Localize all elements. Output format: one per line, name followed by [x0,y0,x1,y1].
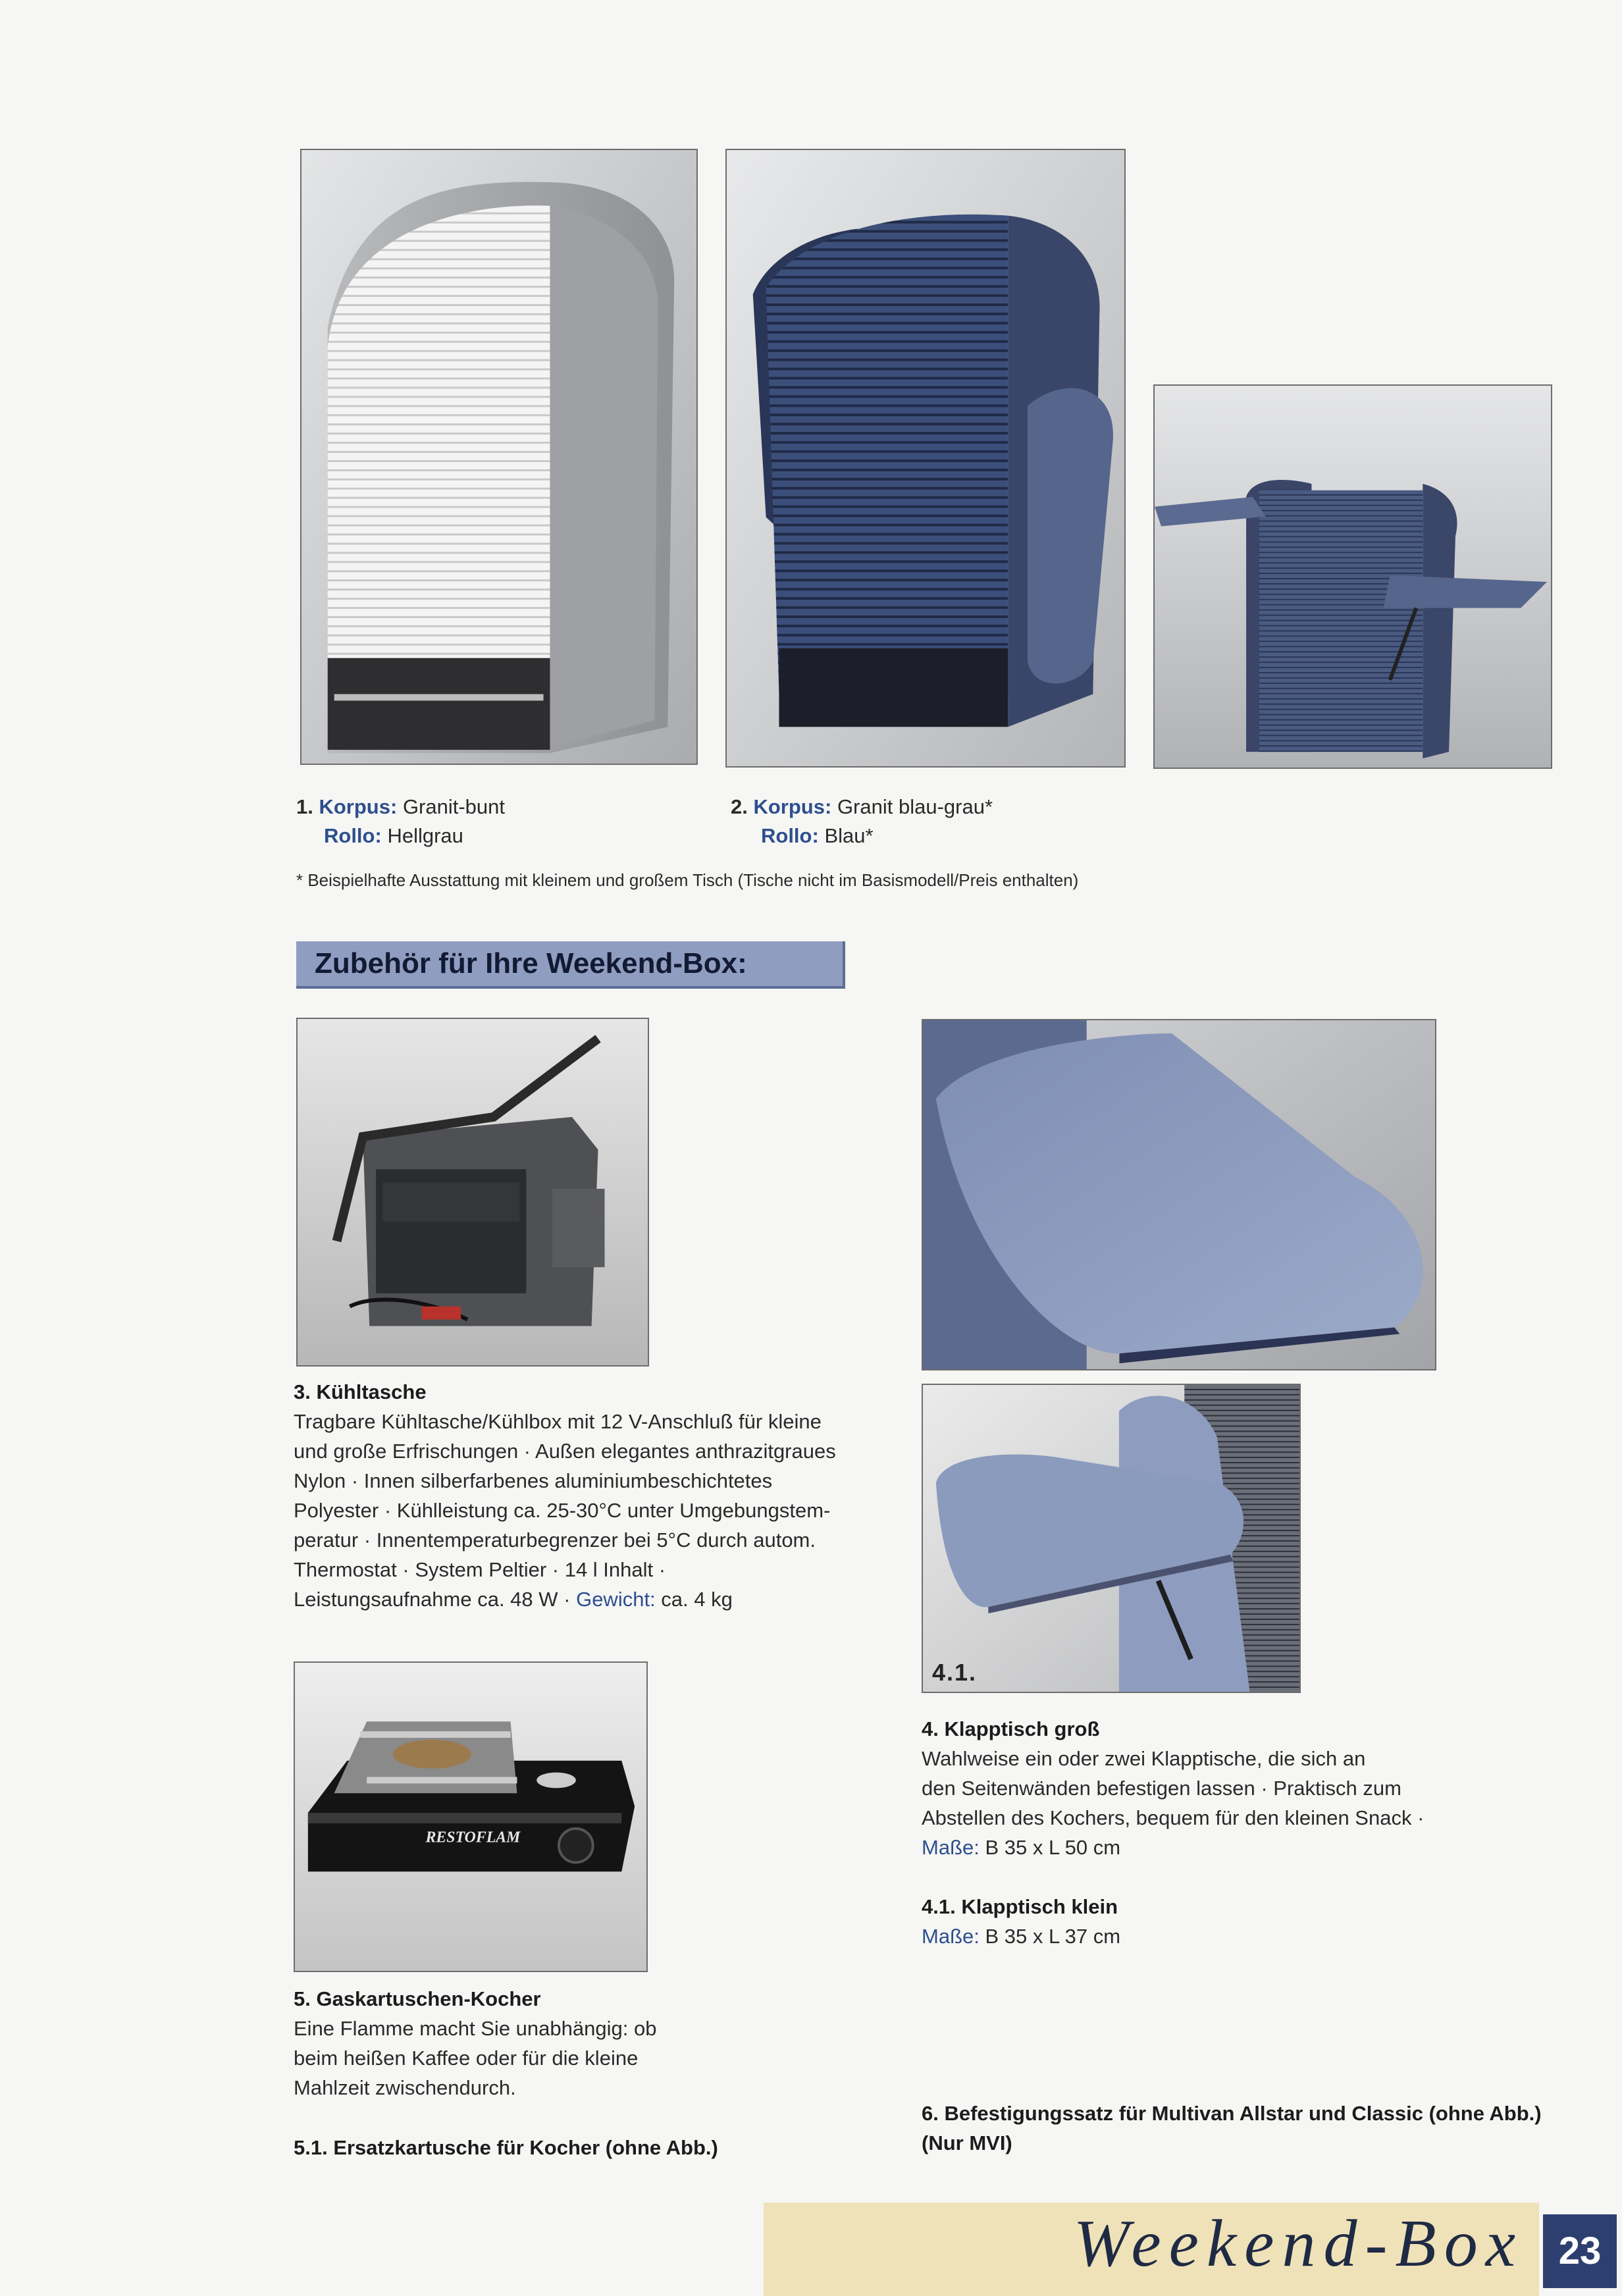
klapptisch-gross-title: 4. Klapptisch groß [922,1717,1100,1740]
product-2-rollo-label: Rollo: [761,824,819,847]
photo-box-blau [725,149,1126,768]
block-gaskocher [294,1984,656,2102]
photo-label-4-1: 4.1. [932,1659,978,1686]
kuehltasche-line: Nylon · Innen silberfarbenes aluminiumbeschichtetes [294,1469,773,1492]
gaskocher-title: 5. Gaskartuschen-Kocher [294,1987,541,2010]
kuehltasche-weight-label: Gewicht: [576,1588,656,1611]
product-1-number: 1. [296,795,313,818]
caption-product-2 [731,793,993,850]
footer-title: Weekend-Box [1073,2206,1523,2281]
product-1-korpus-value: Granit-bunt [402,795,506,818]
block-klapptisch-gross [922,1714,1424,1862]
caption-product-1 [296,793,505,850]
section-heading-zubehoer: Zubehör für Ihre Weekend-Box: [296,941,845,989]
befestigungssatz-title: 6. Befestigungssatz für Multivan Allstar und Classic (ohne Abb.) [922,2102,1542,2125]
klapptisch-gross-dims-label: Maße: [922,1836,980,1859]
product-2-rollo-value: Blau* [824,824,874,847]
photo-gaskocher [294,1661,648,1972]
product-2-korpus-value: Granit blau-grau* [837,795,993,818]
kuehltasche-line: Polyester · Kühlleistung ca. 25-30°C unter Umgebungstem- [294,1499,831,1522]
klapptisch-gross-dims [922,1833,1424,1862]
kuehltasche-line: Thermostat · System Peltier · 14 l Inhalt · [294,1558,666,1581]
klapptisch-klein-dims-label: Maße: [922,1925,980,1948]
kuehltasche-power: Leistungsaufnahme ca. 48 W · [294,1588,577,1611]
klapptisch-klein-dims [922,1921,1120,1951]
kuehltasche-line: peratur · Innentemperaturbegrenzer bei 5°C durch autom. [294,1528,816,1552]
kuehltasche-title: 3. Kühltasche [294,1380,427,1403]
klapptisch-gross-line: Abstellen des Kochers, bequem für den kleinen Snack · [922,1806,1425,1829]
photo-box-mit-tischen [1153,384,1552,769]
page-number: 23 [1543,2214,1617,2288]
kuehltasche-line: und große Erfrischungen · Außen elegantes anthrazitgraues [294,1440,836,1463]
block-befestigungssatz [922,2099,1542,2158]
block-ersatzkartusche [294,2133,718,2162]
ersatzkartusche-title: 5.1. Ersatzkartusche für Kocher (ohne Abb.) [294,2136,718,2159]
kuehltasche-weight-value: ca. 4 kg [655,1588,733,1611]
block-kuehltasche [294,1377,836,1614]
gaskocher-line: beim heißen Kaffee oder für die kleine [294,2047,639,2070]
product-1-korpus-label: Korpus: [319,795,398,818]
product-1-rollo-label: Rollo: [324,824,382,847]
klapptisch-klein-title: 4.1. Klapptisch klein [922,1895,1118,1918]
photo-kuehltasche [296,1018,649,1367]
klapptisch-gross-line: den Seitenwänden befestigen lassen · Praktisch zum [922,1777,1401,1800]
stove-brand-text: RESTOFLAM [425,1829,521,1846]
photo-klapptisch-klein [922,1384,1301,1693]
photo-box-hellgrau [300,149,698,765]
gaskocher-line: Eine Flamme macht Sie unabhängig: ob [294,2017,657,2040]
product-2-korpus-label: Korpus: [753,795,832,818]
product-2-number: 2. [731,795,748,818]
product-1-rollo-value: Hellgrau [387,824,463,847]
kuehltasche-line: Tragbare Kühltasche/Kühlbox mit 12 V-Anschluß für kleine [294,1410,822,1433]
kuehltasche-last-line [294,1584,836,1614]
klapptisch-klein-dims-value: B 35 x L 37 cm [979,1925,1121,1948]
klapptisch-gross-dims-value: B 35 x L 50 cm [979,1836,1121,1859]
footnote-ausstattung: * Beispielhafte Ausstattung mit kleinem und großem Tisch (Tische nicht im Basismodell/Preis enthalten) [296,870,1079,890]
befestigungssatz-subtitle: (Nur MVI) [922,2131,1012,2154]
klapptisch-gross-line: Wahlweise ein oder zwei Klapptische, die sich an [922,1747,1366,1770]
block-klapptisch-klein [922,1892,1120,1951]
gaskocher-line: Mahlzeit zwischendurch. [294,2076,516,2099]
photo-klapptisch-gross [922,1019,1436,1370]
